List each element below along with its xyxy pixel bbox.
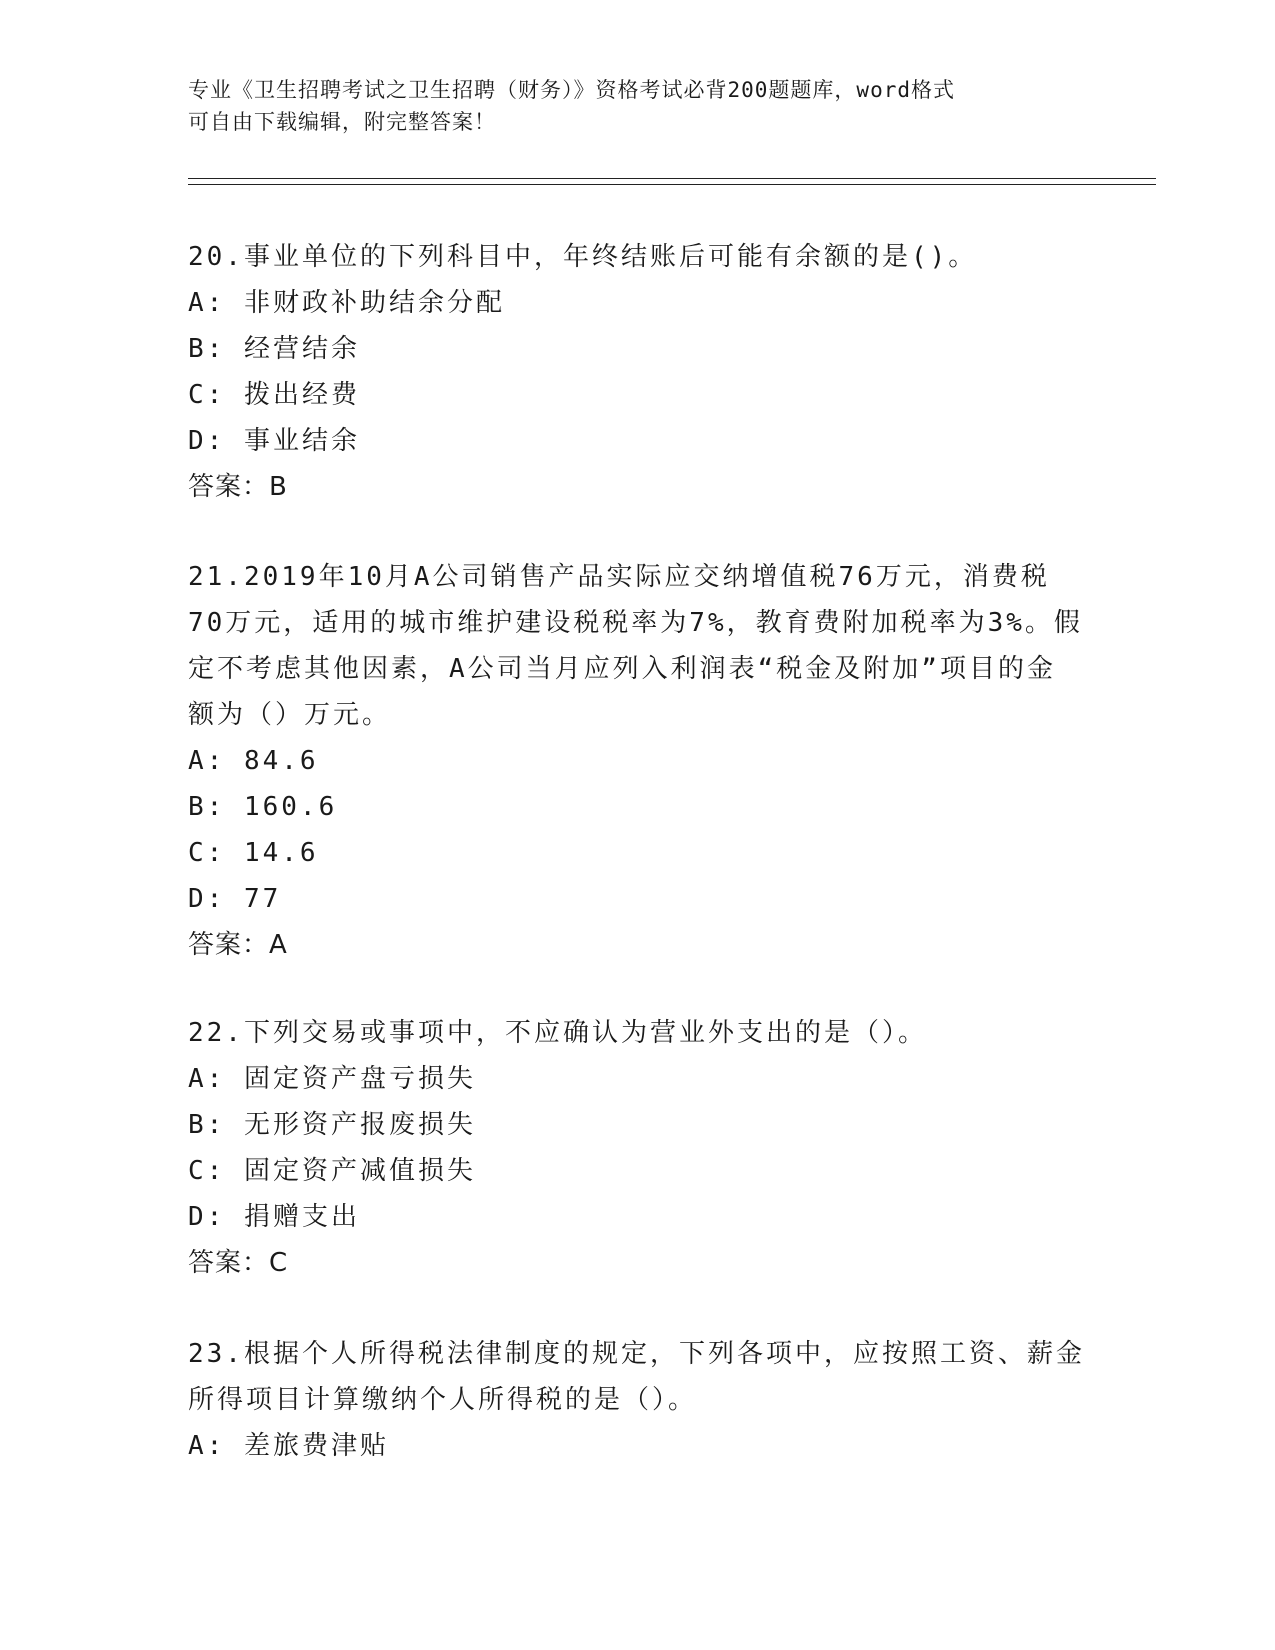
question-stem-line-2: 所得项目计算缴纳个人所得税的是（）。: [188, 1385, 698, 1415]
question-23: [188, 1331, 1088, 1469]
answer-line: 答案：A: [188, 930, 288, 960]
question-stem-line-1: 23.根据个人所得税法律制度的规定，下列各项中，应按照工资、薪金: [188, 1339, 1085, 1369]
question-stem: 22.下列交易或事项中，不应确认为营业外支出的是（）。: [188, 1018, 927, 1048]
question-stem-line-2: 70万元，适用的城市维护建设税税率为7%，教育费附加税率为3%。假: [188, 608, 1083, 638]
option-a: A: 固定资产盘亏损失: [188, 1064, 476, 1094]
option-d: D: 事业结余: [188, 426, 360, 456]
option-c: C: 拨出经费: [188, 380, 360, 410]
question-stem-line-4: 额为（）万元。: [188, 700, 392, 730]
option-d: D: 捐赠支出: [188, 1202, 360, 1232]
option-b: B: 160.6: [188, 792, 338, 822]
question-stem-line-1: 21.2019年10月A公司销售产品实际应交纳增值税76万元，消费税: [188, 562, 1050, 592]
header-divider-top: [188, 178, 1156, 179]
page-header: [188, 74, 1088, 138]
option-d: D: 77: [188, 884, 282, 914]
question-22: [188, 1010, 1088, 1286]
option-b: B: 经营结余: [188, 334, 360, 364]
question-21: [188, 554, 1088, 968]
question-20: [188, 234, 1088, 510]
header-divider-bottom: [188, 184, 1156, 185]
option-b: B: 无形资产报废损失: [188, 1110, 476, 1140]
header-line-2: 可自由下载编辑，附完整答案！: [188, 110, 496, 134]
option-a: A: 差旅费津贴: [188, 1431, 389, 1461]
option-c: C: 14.6: [188, 838, 319, 868]
answer-line: 答案：C: [188, 1248, 289, 1278]
question-stem-line-3: 定不考虑其他因素，A公司当月应列入利润表“税金及附加”项目的金: [188, 654, 1056, 684]
header-line-1: 专业《卫生招聘考试之卫生招聘（财务）》资格考试必背200题题库，word格式: [188, 78, 955, 102]
question-stem: 20.事业单位的下列科目中，年终结账后可能有余额的是()。: [188, 242, 978, 272]
answer-line: 答案：B: [188, 472, 288, 502]
option-a: A: 非财政补助结余分配: [188, 288, 505, 318]
option-c: C: 固定资产减值损失: [188, 1156, 476, 1186]
option-a: A: 84.6: [188, 746, 319, 776]
